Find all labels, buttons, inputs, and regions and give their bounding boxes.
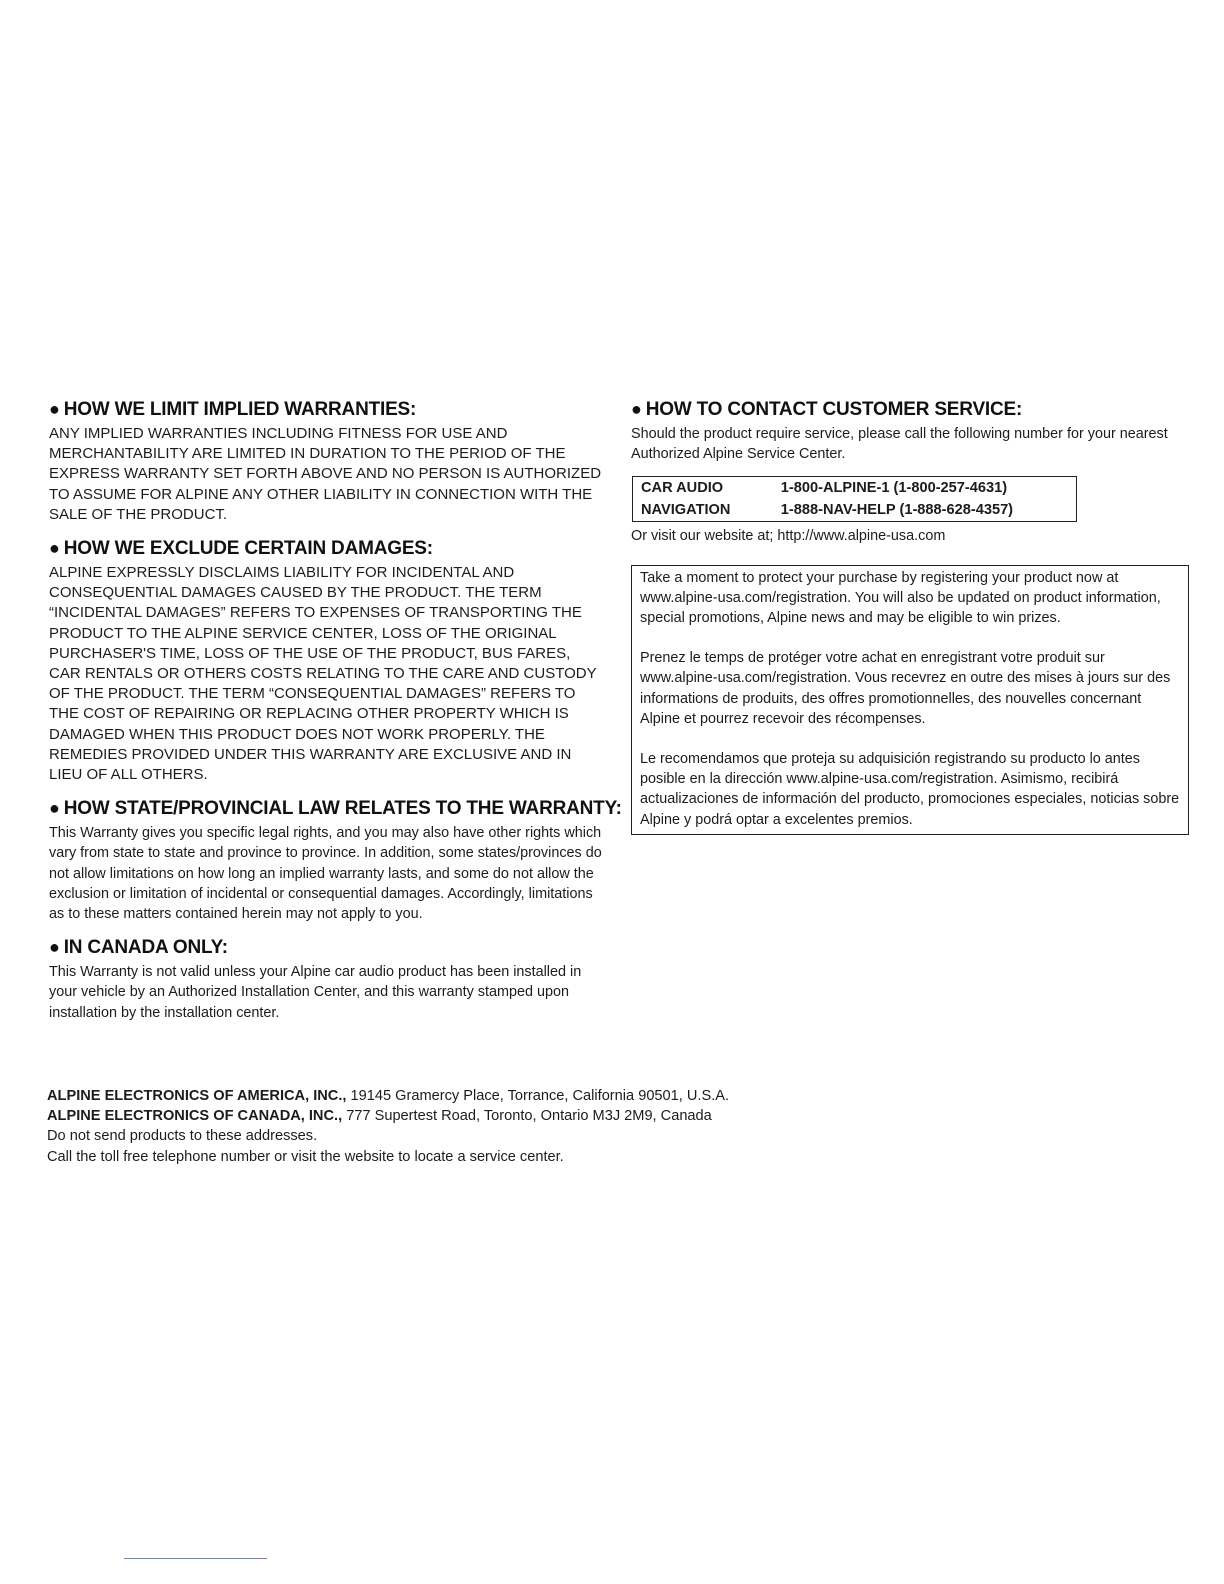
contact-number[interactable]: 1-800-ALPINE-1 (1-800-257-4631) — [780, 480, 1008, 497]
section-body: This Warranty gives you specific legal rights, and you may also have other rights which vary from state to state and province to province. In addition, some states/provinces do not allow limitations on how long an implied warranty lasts, and some do not allow the exclusion or limitation of incidental or consequential damages. Accordingly, limitations as to these matters contained herein may not apply to you. — [49, 825, 602, 923]
bullet-icon: ● — [631, 399, 642, 419]
footer-addresses — [47, 1086, 1047, 1167]
contact-intro: Should the product require service, please call the following number for your nearest Authorized Alpine Service Center. — [631, 426, 1168, 463]
left-column — [49, 398, 622, 1035]
bullet-icon: ● — [49, 798, 60, 819]
address-canada — [47, 1106, 1047, 1126]
section-body: ANY IMPLIED WARRANTIES INCLUDING FITNESS FOR USE AND MERCHANTABILITY ARE LIMITED IN DURATION TO THE PERIOD OF THE EXPRESS WARRANTY SET FORTH ABOVE AND NO PERSON IS AUTHORIZED TO ASSUME FOR ALPINE ANY OTHER LIABILITY IN CONNECTION WITH THE SALE OF THE PRODUCT. — [49, 425, 602, 523]
bullet-icon: ● — [49, 399, 60, 419]
section-heading: ● HOW WE LIMIT IMPLIED WARRANTIES: — [49, 399, 417, 420]
table-row — [633, 477, 1077, 500]
address-text: 777 Supertest Road, Toronto, Ontario M3J 2M9, Canada — [346, 1108, 712, 1125]
address-text: 19145 Gramercy Place, Torrance, California 90501, U.S.A. — [350, 1088, 730, 1104]
section-state-law — [49, 797, 622, 924]
registration-box — [631, 565, 1189, 835]
registration-english: Take a moment to protect your purchase by registering your product now at www.alpine-usa.com/registration. You will also be updated on product information, special promotions, Alpine news and may be eligible to win prizes. — [640, 569, 1161, 627]
section-body: ALPINE EXPRESSLY DISCLAIMS LIABILITY FOR INCIDENTAL AND CONSEQUENTIAL DAMAGES CAUSED BY THE PRODUCT. THE TERM “INCIDENTAL DAMAGES” REFERS TO EXPENSES OF TRANSPORTING THE PRODUCT TO THE ALPINE SERVICE CENTER, LOSS OF THE ORIGINAL PURCHASER'S TIME, LOSS OF THE USE OF THE PRODUCT, BUS FARES, CAR RENTALS OR OTHERS COSTS RELATING TO THE CARE AND CUSTODY OF THE PRODUCT. THE TERM “CONSEQUENTIAL DAMAGES” REFERS TO THE COST OF REPAIRING OR REPLACING OTHER PROPERTY WHICH IS DAMAGED WHEN THIS PRODUCT DOES NOT WORK PROPERLY. THE REMEDIES PROVIDED UNDER THIS WARRANTY ARE EXCLUSIVE AND IN LIEU OF ALL OTHERS. — [49, 564, 597, 784]
contact-number[interactable]: 1-888-NAV-HELP (1-888-628-4357) — [780, 502, 1014, 519]
contact-label: CAR AUDIO — [641, 480, 724, 497]
section-heading: ● HOW WE EXCLUDE CERTAIN DAMAGES: — [49, 538, 433, 560]
section-canada-only — [49, 936, 604, 1023]
address-america — [47, 1086, 1047, 1106]
contact-heading: ● HOW TO CONTACT CUSTOMER SERVICE: — [631, 399, 1023, 420]
contact-label: NAVIGATION — [641, 502, 731, 519]
right-column — [631, 398, 1186, 835]
decorative-rule — [124, 1558, 267, 1559]
company-name-canada: ALPINE ELECTRONICS OF CANADA, INC., — [47, 1108, 343, 1125]
section-body: This Warranty is not valid unless your Alpine car audio product has been installed in your vehicle by an Authorized Installation Center, and this warranty stamped upon installation by the installation center. — [49, 964, 582, 1021]
footer-note-1: Do not send products to these addresses. — [47, 1128, 318, 1145]
bullet-icon: ● — [49, 937, 60, 958]
registration-french: Prenez le temps de protéger votre achat en enregistrant votre produit sur www.alpine-usa.com/registration. Vous recevrez en outre des mises à jours sur des informations de produits, des offres promotionnelles, des nouvelles concernant Alpine et pourrez recevoir des récompenses. — [640, 650, 1171, 727]
section-heading: ● HOW STATE/PROVINCIAL LAW RELATES TO THE WARRANTY: — [49, 798, 622, 820]
section-heading: ● IN CANADA ONLY: — [49, 937, 228, 959]
website-note[interactable]: Or visit our website at; http://www.alpine-usa.com — [631, 528, 946, 545]
section-limit-implied-warranties — [49, 398, 604, 525]
bullet-icon: ● — [49, 538, 60, 559]
company-name-america: ALPINE ELECTRONICS OF AMERICA, INC., — [47, 1088, 347, 1104]
registration-spanish: Le recomendamos que proteja su adquisición registrando su producto lo antes posible en la dirección www.alpine-usa.com/registration. Asimismo, recibirá actualizaciones de información del producto, promociones especiales, noticias sobre Alpine y podrá optar a excelentes premios. — [640, 751, 1180, 828]
contact-table — [632, 476, 1077, 522]
footer-note-2: Call the toll free telephone number or visit the website to locate a service center. — [47, 1148, 564, 1165]
table-row — [633, 499, 1077, 522]
section-exclude-damages — [49, 537, 604, 785]
